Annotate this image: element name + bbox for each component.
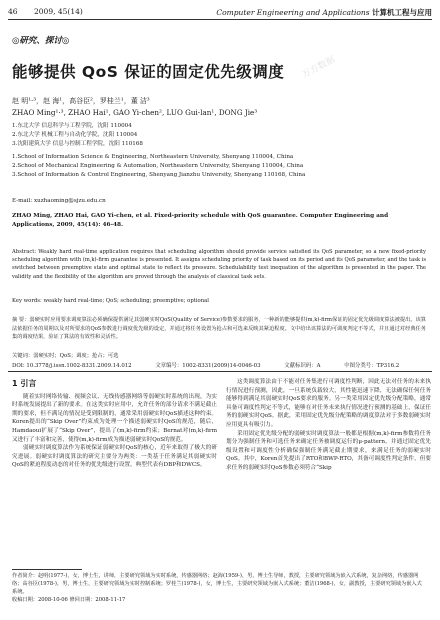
abstract-cn: 摘 要：弱硬实时应用要求调度算法必须确保提供满足其弱硬实时QoS(Quality of Service)参数要求的服务，一种新的能够提供(m,k)-firm保证的固定优先级调度算法被提出。该算法依据任务的周期以及对所要求的QoS参数进行调度优先级的设定，并通过将任务设置为抢占和可选来反映其紧迫程度。文中给出该算法的可调度判定不等式，并且通过对经典任务集的调度结果，验证了算法的有效性和灵活性。 (12, 317, 426, 341)
journal-name-en: Computer Engineering and Applications (216, 8, 370, 17)
affiliation-en-2: 2.School of Mechanical Engineering & Automation, Northeastern University, Shenyang 110004, China (12, 163, 304, 169)
meta-rule (8, 371, 432, 372)
journal-name-cn: 计算机工程与应用 (372, 8, 432, 17)
email: E-mail: xuzhaoming@sjzu.edu.cn (12, 198, 106, 204)
authors-en: ZHAO Ming¹·³, ZHAO Hai¹, GAO Yi-chen², LUO Gui-lan¹, DONG Jie³ (12, 108, 258, 117)
affiliation-cn-3: 3.沈阳建筑大学 信息与控制工程学院，沈阳 110168 (12, 141, 143, 147)
citation: ZHAO Ming, ZHAO Hai, GAO Yi-chen, et al. Fixed-priority schedule with QoS guarantee. Computer Engineering and Applications, 2009, 45(14): 46-48. (12, 213, 389, 228)
article-meta (12, 361, 426, 369)
keywords-en: Key words: weakly hard real-time; QoS; scheduling; preemptive; optional (12, 298, 209, 304)
section-heading: 1 引言 (12, 379, 37, 388)
header-rule (8, 19, 432, 20)
paragraph: 采用固定优先级分配的弱硬实时调度算法一般都是根据(m,k)-firm参数将任务划分为强制任务和可选任务来确定任务被调度运行的μ-pattern，并通过固定优先级设置和可调度性分析确保强制任务满足截止期要求，来满足任务的弱硬实时QoS。其中，Koren首先提出了RTO和BWP-RTO，其备可调度性判定条件，但要求任务的弱硬实时QoS参数必须符合“Skip (226, 430, 431, 471)
page-number: 46 (8, 7, 18, 16)
issue-info: 2009, 45(14) (34, 7, 83, 16)
body-left-column (12, 378, 217, 470)
keywords-cn: 关键词：弱硬实时；QoS；调度；抢占；可选 (12, 353, 119, 359)
abstract-en: Abstract: Weakly hard real-time application requires that scheduling algorithm should provide service satisfied its QoS parameter, so a new fixed-priority scheduling algorithm with (m,k)-firm guarantee is presented. It assigns scheduling priority of task based on its period and its QoS parameter, and the task is switched between preemptive state and optimal state to reflect its pressure. Schedulability test inequation of the algorithm is presented in the paper. The validity and the flexibility of the algorithm are proved through the analysis of classical task sets. (12, 249, 426, 280)
paragraph: 随着实时网络传输、视频会议、无线传感器网络等弱硬实时系统的出现，为实时系统发展提出了新的要求。在这类实时应用中，允许任务的部分请求不满足截止期的要求，但不满足的情况是受到限制的，通常采用弱硬实时QoS描述这种约束。Koren提出的“Skip Over”约束成为处理一个描述弱硬实时QoS的规范，随后，Hamdaoui扩展了“Skip Over”，提出了(m,k)-firm约束；Bernat对(m,k)-firm又进行了丰富和完善，使得(m,k)-firm成为描述弱硬实时QoS的规范。 (12, 393, 217, 443)
watermark: 万方数据 (300, 54, 337, 81)
journal-name (216, 7, 432, 18)
section-label: ◎研究、探讨◎ (12, 36, 70, 46)
article-number: 文章编号：1002-8331(2009)14-0046-03 (155, 363, 261, 369)
doi: DOI: 10.3778/j.issn.1002-8331.2009.14.012 (12, 363, 132, 369)
paragraph: 这类调度算法由于不能对任务集进行可调度性判断，因此无法对任务的未来执行情况进行预测，因此，一旦系统负载较大，其性能迅速下降，无法确保任何任务能够得到满足其弱硬实时QoS要求的服务。另一类采用固定优先级分配策略，通常具备可调度性判定不等式，能够在对任务未来执行情况进行预测的基础上，保证任务的弱硬实时QoS。据此，采用固定优先级分配策略的调度算法对于多数弱硬实时应用更具有吸引力。 (226, 379, 431, 428)
running-header (8, 4, 432, 20)
paper-title: 能够提供 QoS 保证的固定优先级调度 (12, 63, 285, 81)
affiliation-en-1: 1.School of Information Science & Engineering, Northeastern University, Shenyang 110004, China (12, 154, 294, 160)
affiliation-cn-1: 1.东北大学 信息科学与工程学院，沈阳 110004 (12, 123, 132, 129)
classification-number: 中图分类号：TP316.2 (344, 363, 400, 369)
footnote (12, 572, 426, 604)
document-code: 文献标识码：A (284, 363, 321, 369)
body-right-column (226, 378, 431, 473)
affiliation-en-3: 3.School of Information & Control Engineering, Shenyang Jianzhu University, Shenyang 110168, China (12, 172, 306, 178)
authors-cn: 赵 明¹·³，赵 海¹，高谷臣²，罗桂兰¹，董 洁³ (12, 97, 150, 105)
paragraph: 弱硬实时调度算法作为系统保证弱硬实时QoS的核心，近年来取得了极大的研究进展。弱硬实时调度算法的研究主要分为两类：一类基于任务满足其弱硬实时QoS的紧迫程度动态的对任务的优先级进行设置，典型代表有DBP和DWCS。 (12, 445, 217, 469)
received-dates: 收稿日期：2008-10-06 修回日期：2008-11-17 (12, 597, 126, 603)
footnote-rule (12, 569, 82, 570)
affiliation-cn-2: 2.东北大学 机械工程与自动化学院，沈阳 110004 (12, 132, 138, 138)
author-bio: 作者简介：赵明(1977-)，女，博士生，讲师，主要研究领域为实时系统，传感器网络；赵海(1959-)，男，博士生导师，教授，主要研究领域为嵌入式系统，复杂网络，传感器网络；高谷臣(1978-)，男，博士生，主要研究领域为实时控制系统；罗桂兰(1978-)，女，博士生，主要研究领域为嵌入式系统；董洁(1968-)，女，副教授，主要研究领域为嵌入式系统。 (12, 573, 422, 595)
